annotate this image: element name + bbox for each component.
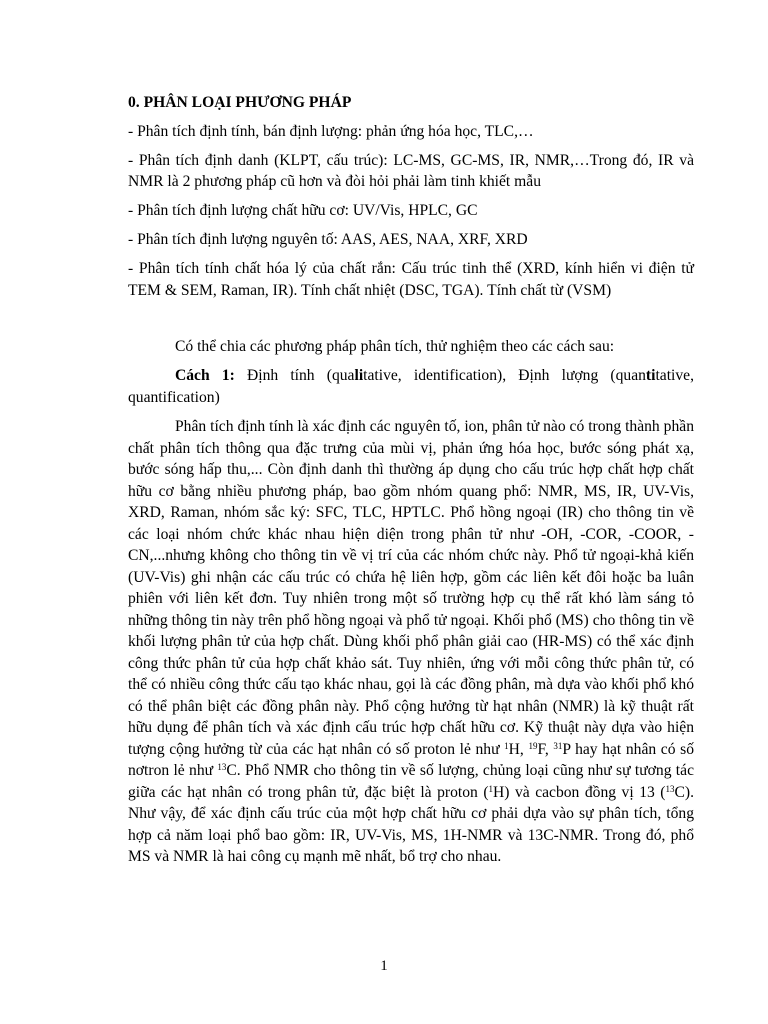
- bullet-qualitative: - Phân tích định tính, bán định lượng: phản ứng hóa học, TLC,…: [128, 122, 534, 140]
- paragraph-text: P hay hạt nhân có số nơtron lẻ như: [128, 740, 694, 779]
- method-1-text: Định tính (qua: [234, 367, 355, 384]
- bullet-organic-quantitative: - Phân tích định lượng chất hữu cơ: UV/Vis, HPLC, GC: [128, 202, 478, 219]
- paragraph-text: H) và cacbon đồng vị 13 (: [493, 783, 666, 801]
- bullet-identification: - Phân tích định danh (KLPT, cấu trúc): LC-MS, GC-MS, IR, NMR,…Trong đó, IR và NMR là 2 phương pháp cũ hơn và đòi hỏi phải làm tinh khiết mẫu: [128, 151, 694, 190]
- document-body: [128, 92, 694, 876]
- body-paragraph: [128, 416, 694, 868]
- paragraph-text: F,: [537, 740, 554, 758]
- paragraph-text: C). Như vậy, để xác định cấu trúc của một hợp chất hữu cơ phải dựa vào sự phân tích, tổng hợp cả năm loại phổ bao gồm: IR, UV-Vis, MS, 1H-NMR và 13C-NMR. Trong đó, phổ MS và NMR là hai công cụ mạnh mẽ nhất, bổ trợ cho nhau.: [128, 783, 694, 865]
- superscript: 1: [504, 740, 509, 751]
- method-1-text: tative, quantification): [128, 367, 694, 406]
- superscript: 19: [528, 740, 538, 751]
- bullet-solid-properties: - Phân tích tính chất hóa lý của chất rắn: Cấu trúc tinh thể (XRD, kính hiển vi điện tử TEM & SEM, Raman, IR). Tính chất nhiệt (DSC, TGA). Tính chất từ (VSM): [128, 260, 694, 299]
- superscript: 1: [488, 783, 494, 794]
- section-heading: 0. PHÂN LOẠI PHƯƠNG PHÁP: [128, 94, 352, 111]
- superscript: 13: [665, 783, 675, 794]
- method-1-bold: ti: [645, 367, 656, 384]
- method-1-text: tative, identification), Định lượng (quan: [363, 367, 646, 384]
- bullet-element-quantitative: - Phân tích định lượng nguyên tố: AAS, AES, NAA, XRF, XRD: [128, 231, 528, 248]
- method-1-bold: li: [354, 367, 364, 384]
- superscript: 13: [217, 762, 227, 772]
- spacer: [128, 309, 694, 336]
- paragraph-text: C. Phổ NMR cho thông tin về số lượng, chủng loại cũng như sự tương tác giữa các hạt nhân có trong phân tử, đặc biệt là proton (: [128, 762, 694, 801]
- method-1-label: Cách 1:: [175, 367, 235, 384]
- intro-paragraph: Có thể chia các phương pháp phân tích, thử nghiệm theo các cách sau:: [175, 337, 615, 355]
- method-1-paragraph: [128, 365, 694, 408]
- paragraph-text: Phân tích định tính là xác định các nguyên tố, ion, phân tử nào có trong thành phần chất phân tích thông qua đặc trưng của mùi vị, phản ứng hóa học, bước sóng phát xạ, bước sóng hấp thu,... Còn định danh thì thường áp dụng cho cấu trúc hợp chất hợp chất hữu cơ bằng nhiều phương pháp, bao gồm nhóm quang phổ: NMR, MS, IR, UV-Vis, XRD, Raman, nhóm sắc ký: SFC, TLC, HPTLC. Phổ hồng ngoại (IR) cho thông tin về các loại nhóm chức khác nhau hiện diện trong phân tử như -OH, -COR, -COOR, -CN,...nhưng không cho thông tin về vị trí của các nhóm chức này. Phổ tử ngoại-khả kiến (UV-Vis) ghi nhận các cấu trúc có chứa hệ liên hợp, gồm các liên kết đôi hoặc ba luân phiên với liên kết đơn. Tuy nhiên trong một số trường hợp cụ thể rất khó làm sáng tỏ những thông tin này trên phổ hồng ngoại và phổ tử ngoại. Khối phổ (MS) cho thông tin về khối lượng phân tử của hợp chất. Dùng khối phổ phân giải cao (HR-MS) có thể xác định công thức phân tử của hợp chất khảo sát. Tuy nhiên, ứng với mỗi công thức phân tử, có thể có nhiều công thức cấu tạo khác nhau, gọi là các đồng phân, mà dựa vào khối phổ khó có thể phân biệt các đồng phân này. Phổ cộng hưởng từ hạt nhân (NMR) là kỹ thuật rất hữu dụng để phân tích và xác định cấu trúc hợp chất hữu cơ. Kỹ thuật này dựa vào hiện tượng cộng hưởng từ của các hạt nhân có số proton lẻ như: [128, 418, 694, 758]
- paragraph-text: H,: [508, 740, 529, 758]
- page-number: 1: [380, 958, 388, 974]
- superscript: 31: [553, 740, 563, 751]
